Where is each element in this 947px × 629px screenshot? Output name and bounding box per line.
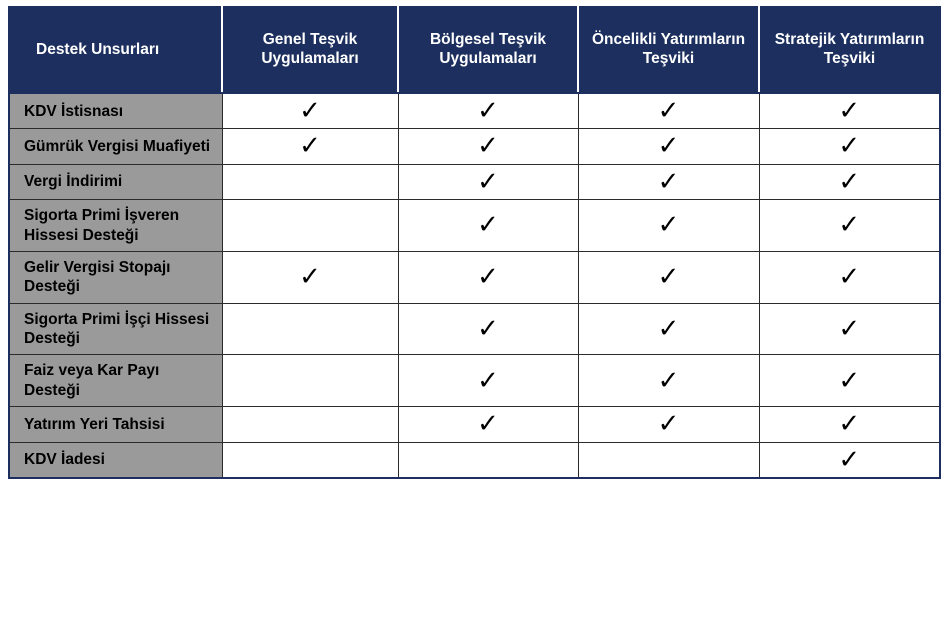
- cell-strategic: [759, 129, 940, 164]
- cell-regional: [398, 355, 578, 407]
- cell-priority: [578, 200, 759, 252]
- check-icon: ✓: [838, 365, 861, 396]
- table-row: [9, 164, 940, 199]
- cell-general: [222, 442, 398, 478]
- check-icon: ✓: [838, 131, 861, 162]
- cell-strategic: [759, 442, 940, 478]
- row-label: KDV İstisnası: [9, 93, 222, 129]
- check-icon: ✓: [838, 210, 861, 241]
- cell-strategic: [759, 200, 940, 252]
- cell-strategic: [759, 355, 940, 407]
- check-icon: ✓: [657, 210, 680, 241]
- cell-general: [222, 355, 398, 407]
- check-icon: ✓: [477, 166, 499, 197]
- header-row: [9, 7, 940, 93]
- check-icon: ✓: [477, 210, 499, 241]
- row-label: Sigorta Primi İşçi Hissesi Desteği: [9, 303, 222, 355]
- check-icon: ✓: [838, 166, 861, 197]
- check-icon: ✓: [657, 96, 680, 126]
- table-row: [9, 407, 940, 442]
- cell-regional: [398, 303, 578, 355]
- table-body: [9, 93, 940, 478]
- cell-priority: [578, 303, 759, 355]
- table-row: [9, 251, 940, 303]
- table-row: [9, 129, 940, 164]
- row-label: KDV İadesi: [9, 442, 222, 478]
- check-icon: ✓: [477, 96, 499, 126]
- cell-priority: [578, 93, 759, 129]
- check-icon: ✓: [657, 131, 680, 162]
- cell-regional: [398, 407, 578, 442]
- column-header-priority-investments: Öncelikli Yatırımların Teşviki: [578, 7, 759, 93]
- cell-priority: [578, 164, 759, 199]
- check-icon: ✓: [657, 365, 680, 396]
- cell-strategic: [759, 303, 940, 355]
- table-row: [9, 442, 940, 478]
- cell-general: [222, 251, 398, 303]
- table-row: [9, 303, 940, 355]
- table-header: [9, 7, 940, 93]
- check-icon: ✓: [838, 444, 861, 475]
- check-icon: ✓: [477, 262, 499, 293]
- row-label: Gümrük Vergisi Muafiyeti: [9, 129, 222, 164]
- cell-strategic: [759, 251, 940, 303]
- row-label: Vergi İndirimi: [9, 164, 222, 199]
- check-icon: ✓: [657, 409, 680, 440]
- check-icon: ✓: [477, 313, 499, 344]
- check-icon: ✓: [477, 365, 499, 396]
- cell-strategic: [759, 164, 940, 199]
- support-instruments-table: [8, 6, 941, 479]
- cell-general: [222, 129, 398, 164]
- check-icon: ✓: [838, 409, 861, 440]
- row-label: Sigorta Primi İşveren Hissesi Desteği: [9, 200, 222, 252]
- cell-strategic: [759, 93, 940, 129]
- cell-general: [222, 200, 398, 252]
- check-icon: ✓: [477, 409, 499, 440]
- cell-regional: [398, 93, 578, 129]
- cell-regional: [398, 442, 578, 478]
- table-row: [9, 93, 940, 129]
- cell-regional: [398, 164, 578, 199]
- cell-regional: [398, 251, 578, 303]
- cell-general: [222, 93, 398, 129]
- row-label: Yatırım Yeri Tahsisi: [9, 407, 222, 442]
- check-icon: ✓: [299, 131, 321, 162]
- check-icon: ✓: [838, 313, 861, 344]
- column-header-regional-incentives: Bölgesel Teşvik Uygulamaları: [398, 7, 578, 93]
- cell-priority: [578, 251, 759, 303]
- table-row: [9, 355, 940, 407]
- cell-general: [222, 303, 398, 355]
- column-header-strategic-investments: Stratejik Yatırımların Teşviki: [759, 7, 940, 93]
- cell-strategic: [759, 407, 940, 442]
- cell-priority: [578, 442, 759, 478]
- cell-priority: [578, 355, 759, 407]
- check-icon: ✓: [299, 96, 321, 126]
- check-icon: ✓: [657, 262, 680, 293]
- column-header-general-incentives: Genel Teşvik Uygulamaları: [222, 7, 398, 93]
- column-header-support-instruments: Destek Unsurları: [9, 7, 222, 93]
- check-icon: ✓: [299, 262, 321, 293]
- cell-priority: [578, 129, 759, 164]
- check-icon: ✓: [838, 262, 861, 293]
- check-icon: ✓: [477, 131, 499, 162]
- cell-regional: [398, 200, 578, 252]
- cell-regional: [398, 129, 578, 164]
- row-label: Faiz veya Kar Payı Desteği: [9, 355, 222, 407]
- table-row: [9, 200, 940, 252]
- check-icon: ✓: [657, 166, 680, 197]
- cell-priority: [578, 407, 759, 442]
- row-label: Gelir Vergisi Stopajı Desteği: [9, 251, 222, 303]
- cell-general: [222, 164, 398, 199]
- check-icon: ✓: [657, 313, 680, 344]
- check-icon: ✓: [838, 96, 861, 126]
- cell-general: [222, 407, 398, 442]
